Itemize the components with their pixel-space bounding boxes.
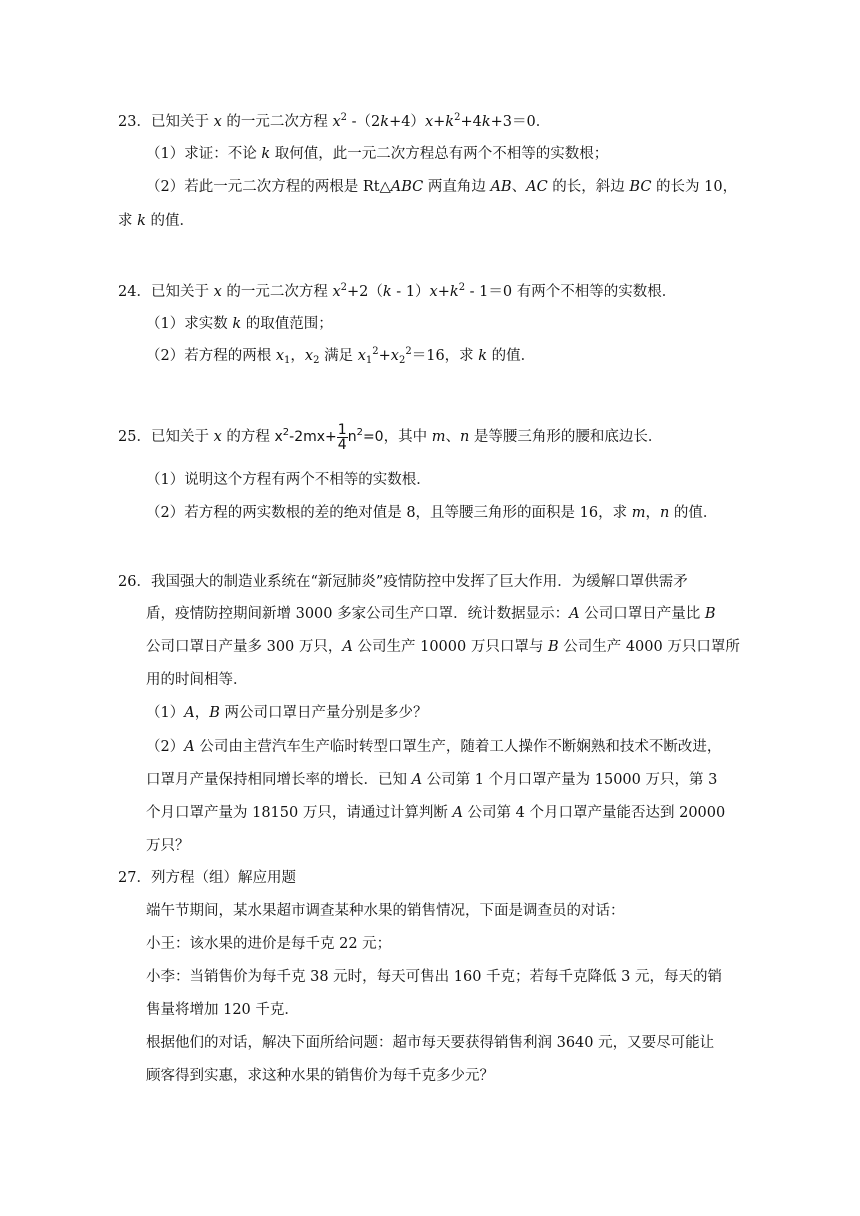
- problem-23-stem: 23．已知关于 x 的一元二次方程 $x^2$ $-(2k+4)x+k^2+4k+3=0$．: [118, 112, 551, 130]
- problem-23-part-2-continued: 求 k 的值．: [118, 213, 195, 229]
- problem-26-part-1: （1）A，B 两公司口罩日产量分别是多少？: [146, 705, 428, 721]
- problem-27-line-4: 售量将增加 120 千克．: [146, 1002, 299, 1018]
- problem-26-line-1: 26．我国强大的制造业系统在“新冠肺炎”疫情防控中发挥了巨大作用．为缓解口罩供需矛: [118, 574, 688, 590]
- problem-27-title: 27．列方程（组）解应用题: [118, 870, 296, 886]
- problem-26-line-2: 盾，疫情防控期间新增 3000 多家公司生产口罩．统计数据显示：A 公司口罩日产量比 B: [146, 606, 716, 622]
- problem-26-part-2-line-2: 口罩月产量保持相同增长率的增长．已知 A 公司第 1 个月口罩产量为 15000 万只，第 3: [146, 772, 718, 788]
- problem-27-line-2: 小王：该水果的进价是每千克 22 元；: [146, 936, 392, 952]
- problem-25-part-2: （2）若方程的两实数根的差的绝对值是 8，且等腰三角形的面积是 16，求 m，n 的值．: [146, 505, 718, 521]
- problem-27-line-5: 根据他们的对话，解决下面所给问题：超市每天要获得销售利润 3640 元，又要尽可能让: [146, 1035, 715, 1051]
- problem-26-part-2: （2）A 公司由主营汽车生产临时转型口罩生产，随着工人操作不断娴熟和技术不断改进，: [146, 739, 722, 755]
- problem-24-part-2: （2）若方程的两根 $x_1$，$x_2$ 满足 $x_1^2+x_2^2=16$，求 k 的值．: [146, 346, 536, 366]
- problem-23-part-2: （2）若此一元二次方程的两根是 Rt△ABC 两直角边 AB、AC 的长，斜边 BC 的长为 10，: [146, 179, 738, 195]
- problem-27-line-1: 端午节期间，某水果超市调查某种水果的销售情况，下面是调查员的对话：: [146, 903, 625, 919]
- problem-26-part-2-line-4: 万只？: [146, 838, 190, 854]
- problem-24-stem: 24．已知关于 x 的一元二次方程 $x^2+2(k - 1)x+k^2 - 1=0$ 有两个不相等的实数根．: [118, 282, 677, 300]
- problem-24-part-1: （1）求实数 k 的取值范围；: [146, 316, 333, 332]
- problem-26-part-2-line-3: 个月口罩产量为 18150 万只，请通过计算判断 A 公司第 4 个月口罩产量能否达到 20000: [146, 805, 726, 821]
- problem-27-line-6: 顾客得到实惠，求这种水果的销售价为每千克多少元？: [146, 1068, 494, 1084]
- problem-27-line-3: 小李：当销售价为每千克 38 元时，每天可售出 160 千克；若每千克降低 3 元，每天的销: [146, 969, 723, 985]
- problem-25-part-1: （1）说明这个方程有两个不相等的实数根．: [146, 472, 431, 488]
- problem-23-part-1: （1）求证：不论 k 取何值，此一元二次方程总有两个不相等的实数根；: [146, 146, 609, 162]
- equation-image: $x^2-2mx+$ $\frac{1}{4}$ $n^2=0$: [274, 421, 384, 453]
- fraction: $\frac{1}{4}$: [337, 421, 347, 453]
- problem-26-line-3: 公司口罩日产量多 300 万只，A 公司生产 10000 万只口罩与 B 公司生产 4000 万只口罩所: [146, 639, 740, 655]
- problem-26-line-4: 用的时间相等．: [146, 672, 248, 688]
- problem-25-stem: 25．已知关于 x 的方程 $x^2-2mx+$ $\frac{1}{4}$ $n^2=0$，其中 m、n 是等腰三角形的腰和底边长．: [118, 421, 663, 453]
